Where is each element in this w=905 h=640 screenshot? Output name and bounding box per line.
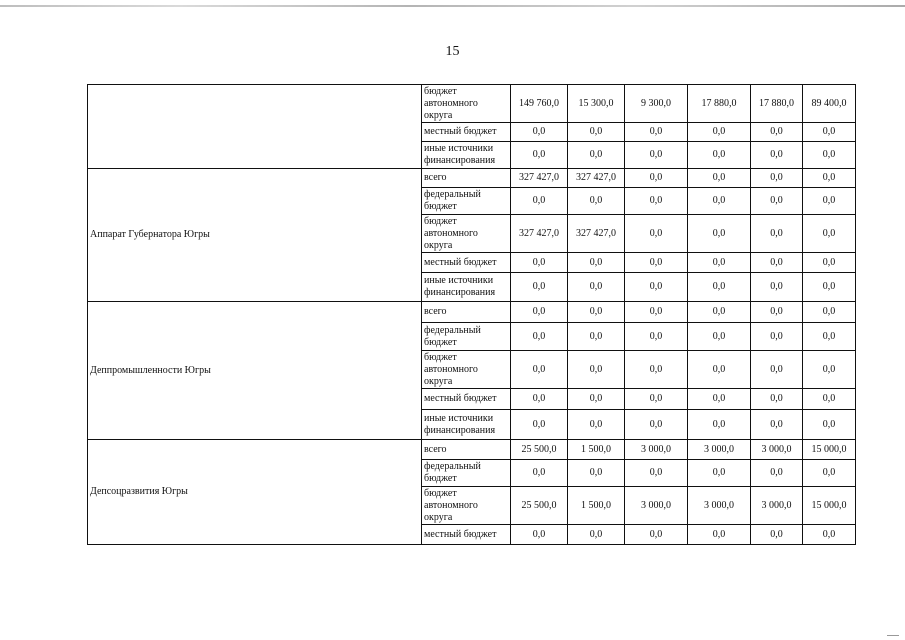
amount-cell: 0,0 [803, 169, 856, 188]
amount-cell: 3 000,0 [625, 487, 688, 525]
funding-source-cell: местный бюджет [422, 123, 511, 142]
funding-source-cell: бюджет автономного округа [422, 215, 511, 253]
amount-cell: 0,0 [803, 389, 856, 410]
amount-cell: 0,0 [625, 323, 688, 351]
amount-cell: 0,0 [511, 123, 568, 142]
amount-cell: 17 880,0 [688, 85, 751, 123]
page-number: 15 [445, 44, 460, 59]
funding-source-cell: федеральный бюджет [422, 323, 511, 351]
amount-cell: 0,0 [568, 351, 625, 389]
amount-cell: 0,0 [688, 142, 751, 169]
funding-source-cell: иные источники финансирования [422, 273, 511, 302]
amount-cell: 0,0 [625, 142, 688, 169]
amount-cell: 0,0 [803, 253, 856, 273]
amount-cell: 0,0 [511, 302, 568, 323]
amount-cell: 1 500,0 [568, 487, 625, 525]
amount-cell: 0,0 [688, 123, 751, 142]
amount-cell: 149 760,0 [511, 85, 568, 123]
amount-cell: 0,0 [751, 169, 803, 188]
amount-cell: 0,0 [751, 273, 803, 302]
amount-cell: 0,0 [511, 351, 568, 389]
funding-source-cell: местный бюджет [422, 389, 511, 410]
amount-cell: 0,0 [688, 169, 751, 188]
amount-cell: 3 000,0 [625, 440, 688, 460]
organization-cell: Депсоцразвития Югры [88, 440, 422, 545]
amount-cell: 9 300,0 [625, 85, 688, 123]
amount-cell: 1 500,0 [568, 440, 625, 460]
amount-cell: 0,0 [568, 460, 625, 487]
amount-cell: 0,0 [568, 273, 625, 302]
funding-source-cell: всего [422, 169, 511, 188]
amount-cell: 0,0 [803, 351, 856, 389]
amount-cell: 0,0 [751, 410, 803, 440]
amount-cell: 0,0 [688, 253, 751, 273]
table-row [88, 169, 856, 188]
funding-source-cell: всего [422, 440, 511, 460]
amount-cell: 0,0 [511, 389, 568, 410]
amount-cell: 0,0 [751, 123, 803, 142]
amount-cell: 0,0 [688, 460, 751, 487]
amount-cell: 0,0 [625, 215, 688, 253]
amount-cell: 0,0 [751, 323, 803, 351]
amount-cell: 15 000,0 [803, 487, 856, 525]
organization-cell: Деппромышленности Югры [88, 302, 422, 440]
amount-cell: 15 300,0 [568, 85, 625, 123]
funding-source-cell: местный бюджет [422, 253, 511, 273]
amount-cell: 0,0 [625, 351, 688, 389]
amount-cell: 0,0 [568, 302, 625, 323]
organization-cell [88, 85, 422, 169]
amount-cell: 0,0 [568, 410, 625, 440]
scan-edge-line [0, 5, 905, 7]
amount-cell: 0,0 [803, 410, 856, 440]
amount-cell: 0,0 [511, 253, 568, 273]
amount-cell: 0,0 [688, 302, 751, 323]
amount-cell: 0,0 [803, 188, 856, 215]
amount-cell: 0,0 [751, 142, 803, 169]
amount-cell: 25 500,0 [511, 487, 568, 525]
amount-cell: 0,0 [568, 253, 625, 273]
amount-cell: 0,0 [625, 253, 688, 273]
table-row [88, 85, 856, 123]
budget-table [87, 84, 856, 545]
amount-cell: 0,0 [511, 273, 568, 302]
table-row [88, 302, 856, 323]
amount-cell: 0,0 [751, 302, 803, 323]
organization-cell: Аппарат Губернатора Югры [88, 169, 422, 302]
amount-cell: 0,0 [751, 525, 803, 545]
amount-cell: 0,0 [688, 525, 751, 545]
funding-source-cell: федеральный бюджет [422, 188, 511, 215]
amount-cell: 0,0 [568, 188, 625, 215]
amount-cell: 0,0 [568, 323, 625, 351]
funding-source-cell: иные источники финансирования [422, 142, 511, 169]
amount-cell: 0,0 [751, 188, 803, 215]
funding-source-cell: местный бюджет [422, 525, 511, 545]
funding-source-cell: бюджет автономного округа [422, 487, 511, 525]
amount-cell: 0,0 [803, 142, 856, 169]
amount-cell: 0,0 [688, 188, 751, 215]
amount-cell: 0,0 [688, 323, 751, 351]
amount-cell: 327 427,0 [568, 215, 625, 253]
amount-cell: 0,0 [751, 215, 803, 253]
amount-cell: 17 880,0 [751, 85, 803, 123]
amount-cell: 327 427,0 [511, 215, 568, 253]
amount-cell: 0,0 [751, 253, 803, 273]
amount-cell: 0,0 [751, 389, 803, 410]
amount-cell: 15 000,0 [803, 440, 856, 460]
amount-cell: 0,0 [625, 123, 688, 142]
amount-cell: 0,0 [625, 525, 688, 545]
amount-cell: 0,0 [803, 460, 856, 487]
amount-cell: 0,0 [511, 142, 568, 169]
amount-cell: 0,0 [803, 323, 856, 351]
amount-cell: 0,0 [688, 273, 751, 302]
amount-cell: 0,0 [511, 323, 568, 351]
amount-cell: 327 427,0 [511, 169, 568, 188]
amount-cell: 3 000,0 [688, 487, 751, 525]
funding-source-cell: федеральный бюджет [422, 460, 511, 487]
amount-cell: 0,0 [625, 169, 688, 188]
amount-cell: 0,0 [688, 410, 751, 440]
funding-source-cell: всего [422, 302, 511, 323]
amount-cell: 0,0 [751, 460, 803, 487]
scan-corner-mark [887, 635, 899, 636]
amount-cell: 25 500,0 [511, 440, 568, 460]
amount-cell: 0,0 [803, 123, 856, 142]
amount-cell: 0,0 [751, 351, 803, 389]
amount-cell: 0,0 [803, 215, 856, 253]
amount-cell: 0,0 [568, 525, 625, 545]
amount-cell: 0,0 [625, 389, 688, 410]
amount-cell: 0,0 [803, 273, 856, 302]
amount-cell: 0,0 [511, 188, 568, 215]
amount-cell: 0,0 [625, 460, 688, 487]
amount-cell: 0,0 [803, 525, 856, 545]
amount-cell: 0,0 [568, 142, 625, 169]
amount-cell: 3 000,0 [751, 487, 803, 525]
amount-cell: 0,0 [625, 302, 688, 323]
amount-cell: 0,0 [568, 389, 625, 410]
table-row [88, 440, 856, 460]
amount-cell: 3 000,0 [751, 440, 803, 460]
amount-cell: 327 427,0 [568, 169, 625, 188]
amount-cell: 0,0 [803, 302, 856, 323]
amount-cell: 0,0 [511, 410, 568, 440]
funding-source-cell: бюджет автономного округа [422, 351, 511, 389]
amount-cell: 0,0 [688, 351, 751, 389]
amount-cell: 0,0 [625, 188, 688, 215]
funding-source-cell: бюджет автономного округа [422, 85, 511, 123]
amount-cell: 3 000,0 [688, 440, 751, 460]
amount-cell: 89 400,0 [803, 85, 856, 123]
amount-cell: 0,0 [511, 460, 568, 487]
amount-cell: 0,0 [568, 123, 625, 142]
amount-cell: 0,0 [625, 410, 688, 440]
amount-cell: 0,0 [688, 389, 751, 410]
amount-cell: 0,0 [511, 525, 568, 545]
funding-source-cell: иные источники финансирования [422, 410, 511, 440]
amount-cell: 0,0 [625, 273, 688, 302]
amount-cell: 0,0 [688, 215, 751, 253]
